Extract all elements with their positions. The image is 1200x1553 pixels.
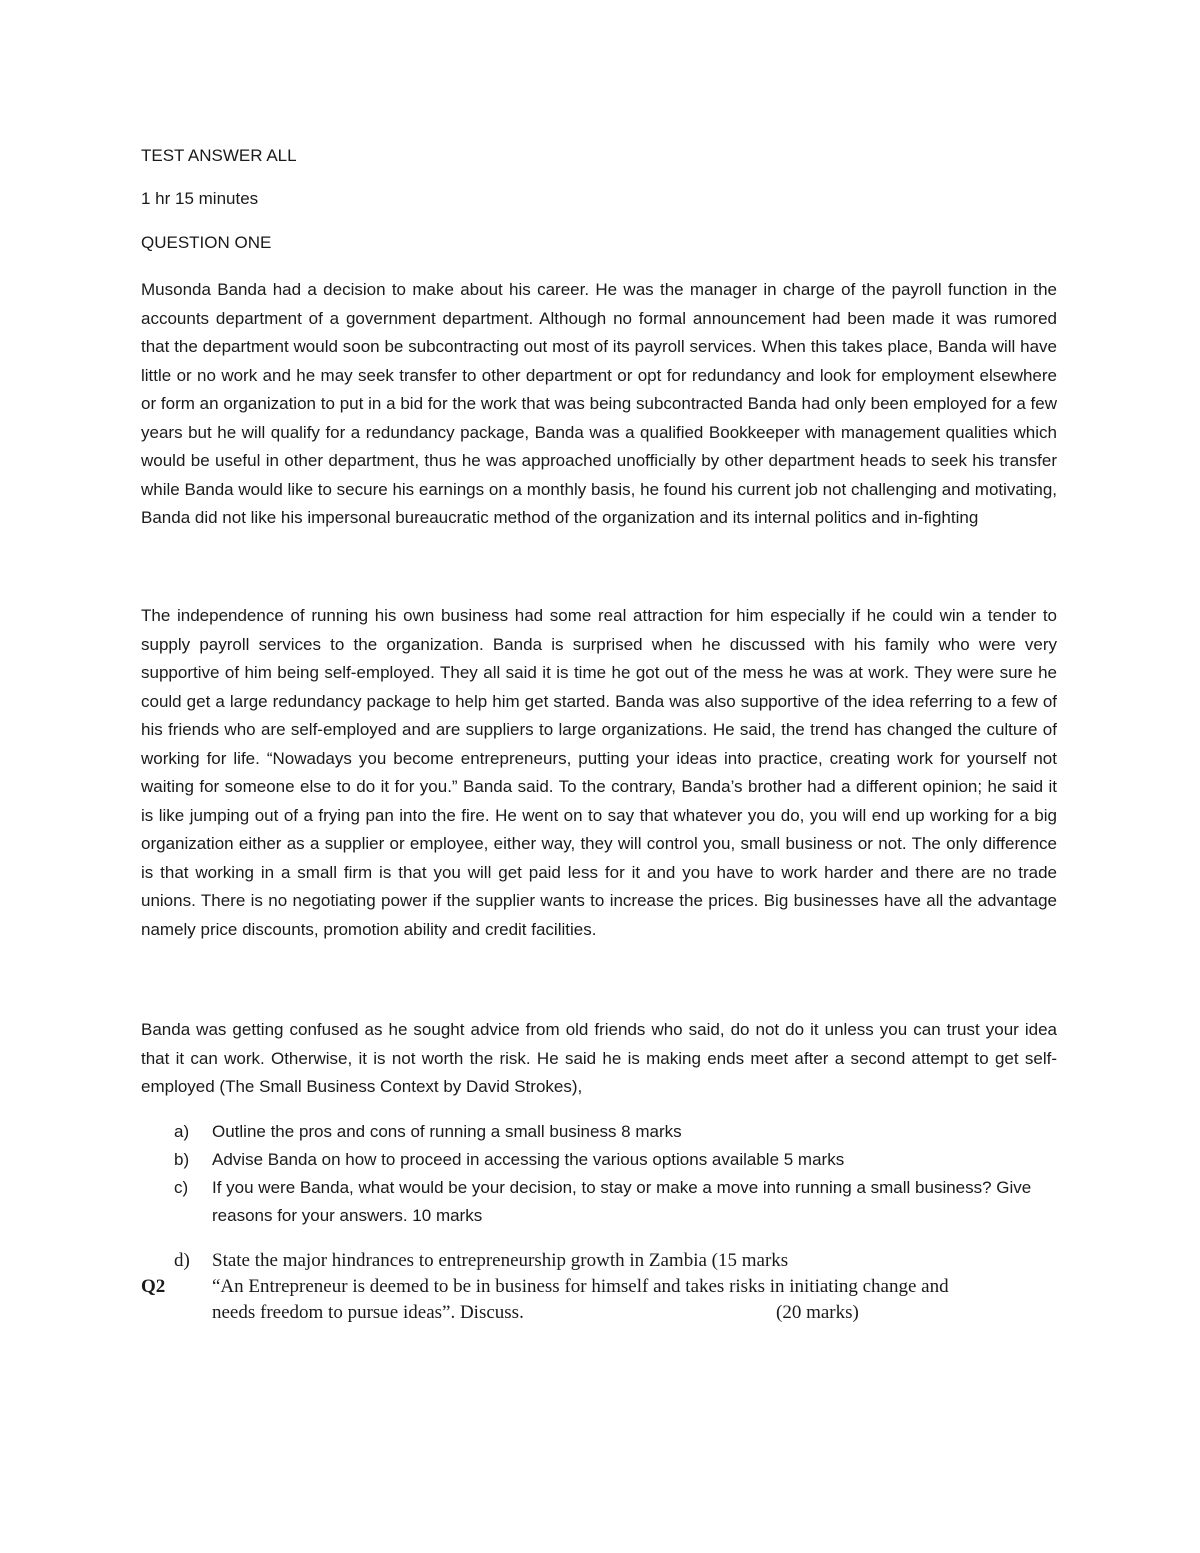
case-paragraph-1: Musonda Banda had a decision to make about his career. He was the manager in charge of the payroll function in the accounts department of a government department. Although no formal announcement had been made it was rumored that the department would soon be subcontracting out most of its payroll services. When this takes place, Banda will have little or no work and he may seek transfer to other department or opt for redundancy and look for employment elsewhere or form an organization to put in a bid for the work that was being subcontracted Banda had only been employed for a few years but he will qualify for a redundancy package, Banda was a qualified Bookkeeper with management qualities which would be useful in other department, thus he was approached unofficially by other department heads to seek his transfer while Banda would like to secure his earnings on a monthly basis, he found his current job not challenging and motivating, Banda did not like his impersonal bureaucratic method of the organization and its internal politics and in-fighting bbox=[141, 280, 1057, 527]
question-two-text-line-1: “An Entrepreneur is deemed to be in business for himself and takes risks in initiating change and bbox=[212, 1276, 949, 1297]
test-duration: 1 hr 15 minutes bbox=[141, 189, 259, 208]
question-letter: c) bbox=[174, 1178, 189, 1197]
question-letter: d) bbox=[174, 1250, 190, 1271]
case-paragraph-3: Banda was getting confused as he sought advice from old friends who said, do not do it unless you can trust your idea that it can work. Otherwise, it is not worth the risk. He said he is making ends meet after a second attempt to get self- employed (The Small Business Context by David Strokes), bbox=[141, 1020, 1057, 1096]
question-text: If you were Banda, what would be your decision, to stay or make a move into running a small business? Give reasons for your answers. 10 marks bbox=[212, 1178, 1032, 1225]
case-paragraph-2: The independence of running his own business had some real attraction for him especially if he could win a tender to supply payroll services to the organization. Banda is surprised when he discussed with his family who were very supportive of him being self-employed. They all said it is time he got out of the mess he was at work. They were sure he could get a large redundancy package to help him get started. Banda was also supportive of the idea referring to a few of his friends who are self-employed and are suppliers to large organizations. He said, the trend has changed the culture of working for life. “Nowadays you become entrepreneurs, putting your ideas into practice, creating work for yourself not waiting for someone else to do it for you.” Banda said. To the contrary, Banda’s brother had a different opinion; he said it is like jumping out of a frying pan into the fire. He went on to say that whatever you do, you will end up working for a big organization either as a supplier or employee, either way, they will control you, small business or not. The only difference is that working in a small firm is that you will get paid less for it and you have to work harder and there are no trade unions. There is no negotiating power if the supplier wants to increase the prices. Big businesses have all the advantage namely price discounts, promotion ability and credit facilities. bbox=[141, 606, 1057, 939]
question-item-b bbox=[141, 1146, 1057, 1174]
question-letter: a) bbox=[174, 1122, 190, 1141]
question-letter: b) bbox=[174, 1150, 190, 1169]
test-title: TEST ANSWER ALL bbox=[141, 146, 297, 165]
question-two-line-2 bbox=[141, 1300, 1057, 1326]
question-two-marks: (20 marks) bbox=[776, 1302, 859, 1323]
question-two-line-1 bbox=[141, 1274, 1057, 1300]
question-text: State the major hindrances to entrepreneurship growth in Zambia (15 marks bbox=[212, 1250, 789, 1271]
question-item-a bbox=[141, 1118, 1057, 1146]
question-item-c bbox=[141, 1174, 1057, 1230]
question-item-d bbox=[141, 1248, 1057, 1274]
question-text: Outline the pros and cons of running a small business 8 marks bbox=[212, 1122, 682, 1141]
serif-question-block bbox=[141, 1248, 1057, 1326]
question-one-heading: QUESTION ONE bbox=[141, 233, 272, 252]
question-one-list bbox=[141, 1118, 1057, 1230]
question-text: Advise Banda on how to proceed in accessing the various options available 5 marks bbox=[212, 1150, 845, 1169]
question-two-label: Q2 bbox=[141, 1276, 166, 1297]
question-two-text-line-2: needs freedom to pursue ideas”. Discuss. bbox=[212, 1302, 524, 1323]
